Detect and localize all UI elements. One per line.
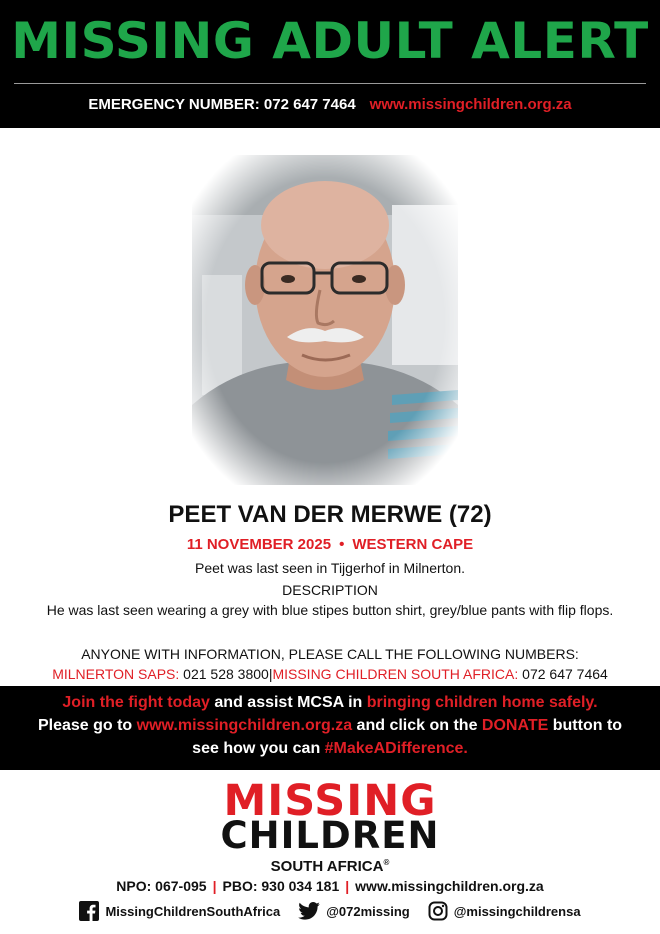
instagram-icon (428, 901, 448, 921)
footer-separator: | (212, 878, 217, 894)
alert-headline: MISSING ADULT ALERT (11, 12, 649, 70)
cta-donate-word[interactable]: DONATE (481, 717, 549, 734)
registered-mark: ® (383, 858, 390, 867)
saps-label: MILNERTON SAPS: (52, 666, 180, 682)
cta-website-link[interactable]: www.missingchildren.org.za (136, 717, 353, 734)
cta-button-text: button to (548, 717, 623, 734)
footer-separator: | (345, 878, 350, 894)
number-divider: | (268, 666, 273, 682)
cta-line-2 (0, 714, 660, 737)
footer-website-link[interactable]: www.missingchildren.org.za (355, 878, 544, 894)
date-location-line (0, 535, 660, 555)
twitter-handle: @072missing (326, 903, 410, 919)
logo-children-word: CHILDREN (220, 814, 440, 857)
facebook-handle: MissingChildrenSouthAfrica (105, 903, 281, 919)
pbo-number: PBO: 930 034 181 (222, 878, 340, 894)
description-text: He was last seen wearing a grey with blue stipes button shirt, grey/blue pants with flip flops. (46, 602, 614, 618)
cta-line-1 (0, 691, 660, 714)
cta-see-how: see how you can (192, 740, 325, 757)
bullet-separator: • (339, 536, 345, 553)
contact-instruction: ANYONE WITH INFORMATION, PLEASE CALL THE FOLLOWING NUMBERS: (81, 646, 579, 662)
cta-bringing-home: bringing children home safely. (366, 694, 598, 711)
cta-click-text: and click on the (352, 717, 482, 734)
missing-date: 11 NOVEMBER 2025 (186, 536, 332, 553)
mcsa-label: MISSING CHILDREN SOUTH AFRICA: (272, 666, 519, 682)
province: WESTERN CAPE (352, 536, 474, 553)
mcsa-number[interactable]: 072 647 7464 (522, 666, 608, 682)
npo-number: NPO: 067-095 (116, 878, 207, 894)
registration-line (0, 876, 660, 896)
instagram-link[interactable] (428, 901, 581, 921)
call-to-action-band (0, 686, 660, 770)
cta-join-fight: Join the fight today (62, 694, 210, 711)
facebook-link[interactable] (79, 901, 280, 921)
twitter-link[interactable] (298, 902, 410, 920)
missing-person-photo (192, 155, 458, 485)
social-links (0, 899, 660, 923)
last-seen-text: Peet was last seen in Tijgerhof in Milnerton. (194, 560, 466, 576)
logo-missing-word: MISSING (223, 776, 437, 826)
saps-number[interactable]: 021 528 3800 (183, 666, 269, 682)
cta-please-go: Please go to (37, 717, 137, 734)
description-heading: DESCRIPTION (282, 582, 378, 598)
contact-numbers (0, 664, 660, 684)
cta-hashtag[interactable]: #MakeADifference. (324, 740, 468, 757)
banner-divider (14, 83, 646, 84)
cta-line-3 (0, 737, 660, 760)
emergency-line (0, 94, 660, 116)
facebook-icon (79, 901, 99, 921)
person-name: PEET VAN DER MERWE (72) (168, 501, 492, 528)
cta-assist-text: and assist MCSA in (209, 694, 367, 711)
header-website-link[interactable]: www.missingchildren.org.za (369, 96, 572, 113)
logo-sa-text: SOUTH AFRICA (270, 858, 384, 875)
logo-south-africa (0, 854, 660, 876)
emergency-number: EMERGENCY NUMBER: 072 647 7464 (88, 96, 356, 113)
instagram-handle: @missingchildrensa (453, 903, 581, 919)
twitter-icon (298, 902, 320, 920)
